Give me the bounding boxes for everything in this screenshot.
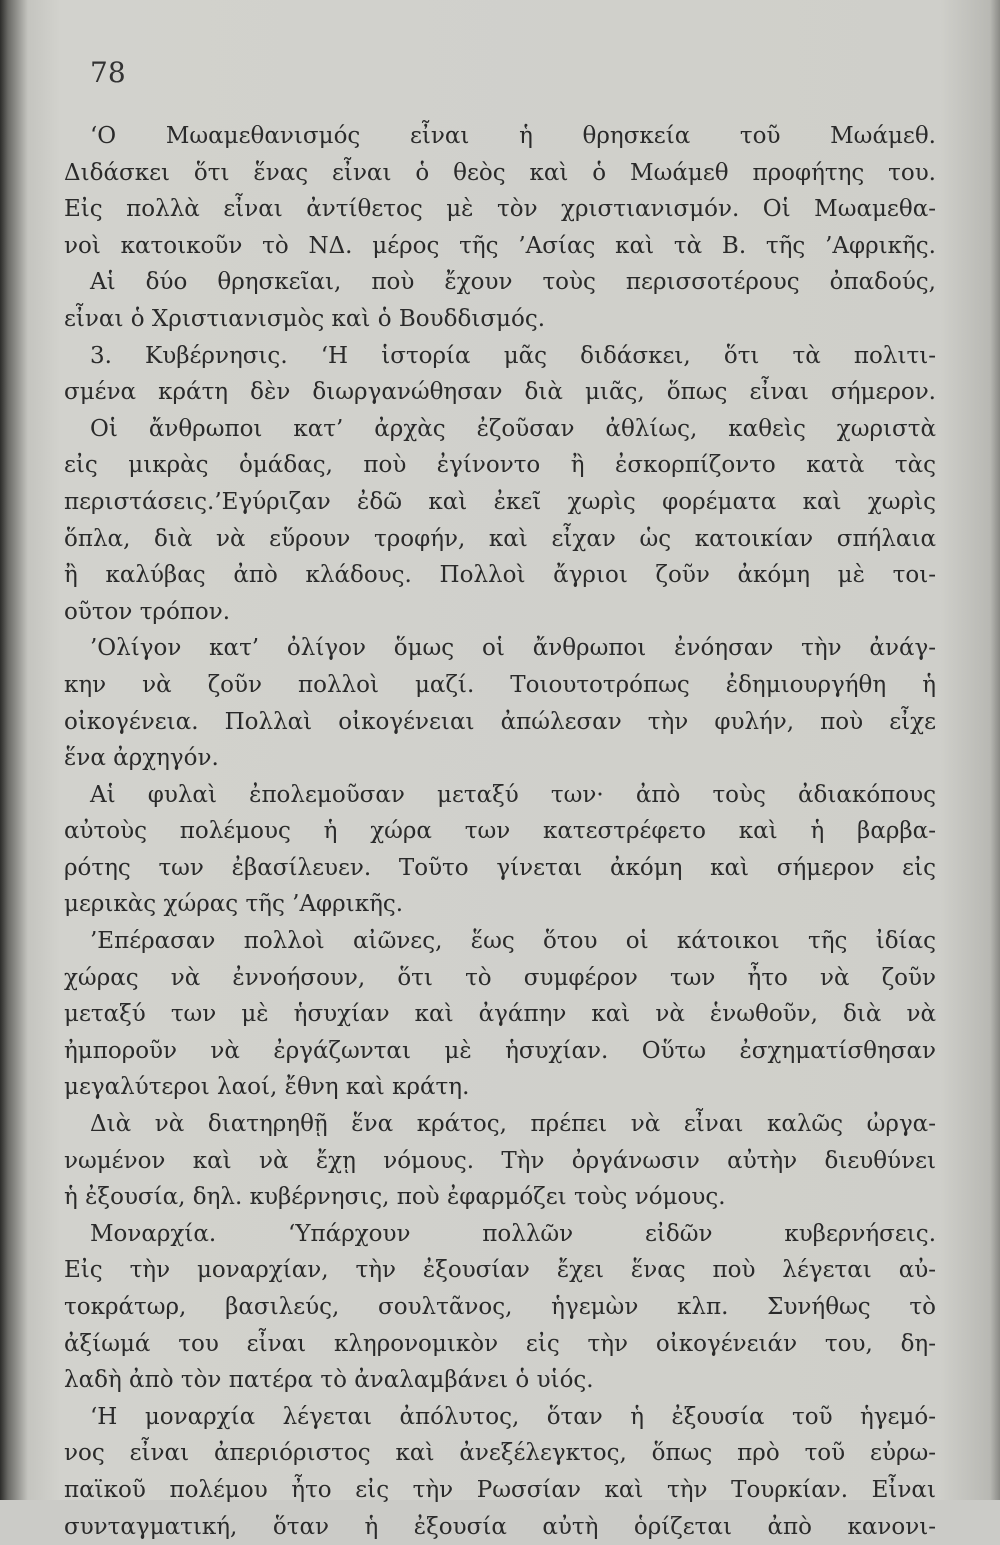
text-line: οἰκογένεια. Πολλαὶ οἰκογένειαι ἀπώλεσαν τὴν φυλήν, ποὺ εἶχε <box>64 708 936 735</box>
text-line: παϊκοῦ πολέμου ἦτο εἰς τὴν Ρωσσίαν καὶ τὴν Τουρκίαν. Εἶναι <box>64 1476 936 1503</box>
body-text <box>64 118 936 1545</box>
page-number: 78 <box>90 56 126 89</box>
text-line: ἢ καλύβας ἀπὸ κλάδους. Πολλοὶ ἄγριοι ζοῦν ἀκόμη μὲ τοι- <box>64 562 936 589</box>
text-line: μεταξύ των μὲ ἡσυχίαν καὶ ἀγάπην καὶ νὰ ἑνωθοῦν, διὰ νὰ <box>64 1001 936 1028</box>
text-line: ἠμποροῦν νὰ ἐργάζωνται μὲ ἡσυχίαν. Οὕτω ἐσχηματίσθησαν <box>64 1037 936 1064</box>
text-line: ‘Ο Μωαμεθανισμός εἶναι ἡ θρησκεία τοῦ Μωάμεθ. <box>90 123 936 149</box>
text-line: εἰς μικρὰς ὁμάδας, ποὺ ἐγίνοντο ἢ ἐσκορπίζοντο κατὰ τὰς <box>64 452 936 479</box>
text-line: ἕνα ἀρχηγόν. <box>64 745 219 772</box>
text-line: Αἱ δύο θρησκεῖαι, ποὺ ἔχουν τοὺς περισσοτέρους ὀπαδούς, <box>90 269 936 296</box>
text-line: νοὶ κατοικοῦν τὸ ΝΔ. μέρος τῆς ’Ασίας καὶ τὰ Β. τῆς ’Αφρικῆς. <box>64 232 936 259</box>
text-line: ’Επέρασαν πολλοὶ αἰῶνες, ἕως ὅτου οἱ κάτοικοι τῆς ἰδίας <box>90 928 936 955</box>
text-line: κην νὰ ζοῦν πολλοὶ μαζί. Τοιουτοτρόπως ἐδημιουργήθη ἡ <box>64 671 936 698</box>
text-line: εἶναι ὁ Χριστιανισμὸς καὶ ὁ Βουδδισμός. <box>64 305 546 332</box>
text-line: τοκράτωρ, βασιλεύς, σουλτᾶνος, ἡγεμὼν κλπ. Συνήθως τὸ <box>64 1294 936 1320</box>
text-line: Εἰς τὴν μοναρχίαν, τὴν ἐξουσίαν ἔχει ἕνας ποὺ λέγεται αὐ- <box>64 1257 936 1284</box>
text-line: σμένα κράτη δὲν διωργανώθησαν διὰ μιᾶς, ὅπως εἶναι σήμερον. <box>64 379 936 406</box>
text-line: περιστάσεις.’Εγύριζαν ἐδῶ καὶ ἐκεῖ χωρὶς φορέματα καὶ χωρὶς <box>64 488 936 515</box>
text-line: μερικὰς χώρας τῆς ’Αφρικῆς. <box>64 891 404 918</box>
text-line: ‘Η μοναρχία λέγεται ἀπόλυτος, ὅταν ἡ ἐξουσία τοῦ ἡγεμό- <box>90 1403 936 1430</box>
text-line: Οἱ ἄνθρωποι κατ’ ἀρχὰς ἐζοῦσαν ἀθλίως, καθεὶς χωριστὰ <box>90 415 936 442</box>
text-line: Διὰ νὰ διατηρηθῇ ἕνα κράτος, πρέπει νὰ εἶναι καλῶς ὠργα- <box>90 1111 936 1138</box>
text-line: ’Ολίγον κατ’ ὀλίγον ὅμως οἱ ἄνθρωποι ἐνόησαν τὴν ἀνάγ- <box>90 635 936 662</box>
text-line: ὅπλα, διὰ νὰ εὕρουν τροφήν, καὶ εἶχαν ὡς κατοικίαν σπήλαια <box>64 525 936 552</box>
text-line: νωμένον καὶ νὰ ἔχῃ νόμους. Τὴν ὀργάνωσιν αὐτὴν διευθύνει <box>64 1147 936 1174</box>
text-line: Μοναρχία. ‘Υπάρχουν πολλῶν εἰδῶν κυβερνήσεις. <box>90 1220 936 1247</box>
text-line: Διδάσκει ὅτι ἕνας εἶναι ὁ θεὸς καὶ ὁ Μωάμεθ προφήτης του. <box>64 159 936 186</box>
text-line: νος εἶναι ἀπεριόριστος καὶ ἀνεξέλεγκτος, ὅπως πρὸ τοῦ εὐρω- <box>64 1440 936 1467</box>
text-line: αὐτοὺς πολέμους ἡ χώρα των κατεστρέφετο καὶ ἡ βαρβα- <box>64 818 936 845</box>
text-line: οῦτον τρόπον. <box>64 598 231 625</box>
text-line: χώρας νὰ ἐννοήσουν, ὅτι τὸ συμφέρον των ἦτο νὰ ζοῦν <box>64 964 936 991</box>
text-line: ρότης των ἐβασίλευεν. Τοῦτο γίνεται ἀκόμη καὶ σήμερον εἰς <box>64 854 936 881</box>
text-line: Αἱ φυλαὶ ἐπολεμοῦσαν μεταξύ των· ἀπὸ τοὺς ἀδιακόπους <box>90 781 936 808</box>
text-line: ἀξίωμά του εἶναι κληρονομικὸν εἰς τὴν οἰκογένειάν του, δη- <box>64 1330 936 1357</box>
text-line: συνταγματική, ὅταν ἡ ἐξουσία αὐτὴ ὁρίζεται ἀπὸ κανονι- <box>64 1513 936 1540</box>
text-line: μεγαλύτεροι λαοί, ἔθνη καὶ κράτη. <box>64 1074 470 1101</box>
text-line: Εἰς πολλὰ εἶναι ἀντίθετος μὲ τὸν χριστιανισμόν. Οἱ Μωαμεθα- <box>64 196 936 223</box>
text-line: λαδὴ ἀπὸ τὸν πατέρα τὸ ἀναλαμβάνει ὁ υἱός. <box>64 1367 594 1394</box>
text-line: 3. Κυβέρνησις. ‘Η ἱστορία μᾶς διδάσκει, ὅτι τὰ πολιτι- <box>90 342 936 369</box>
text-line: ἡ ἐξουσία, δηλ. κυβέρνησις, ποὺ ἐφαρμόζει τοὺς νόμους. <box>64 1184 726 1211</box>
